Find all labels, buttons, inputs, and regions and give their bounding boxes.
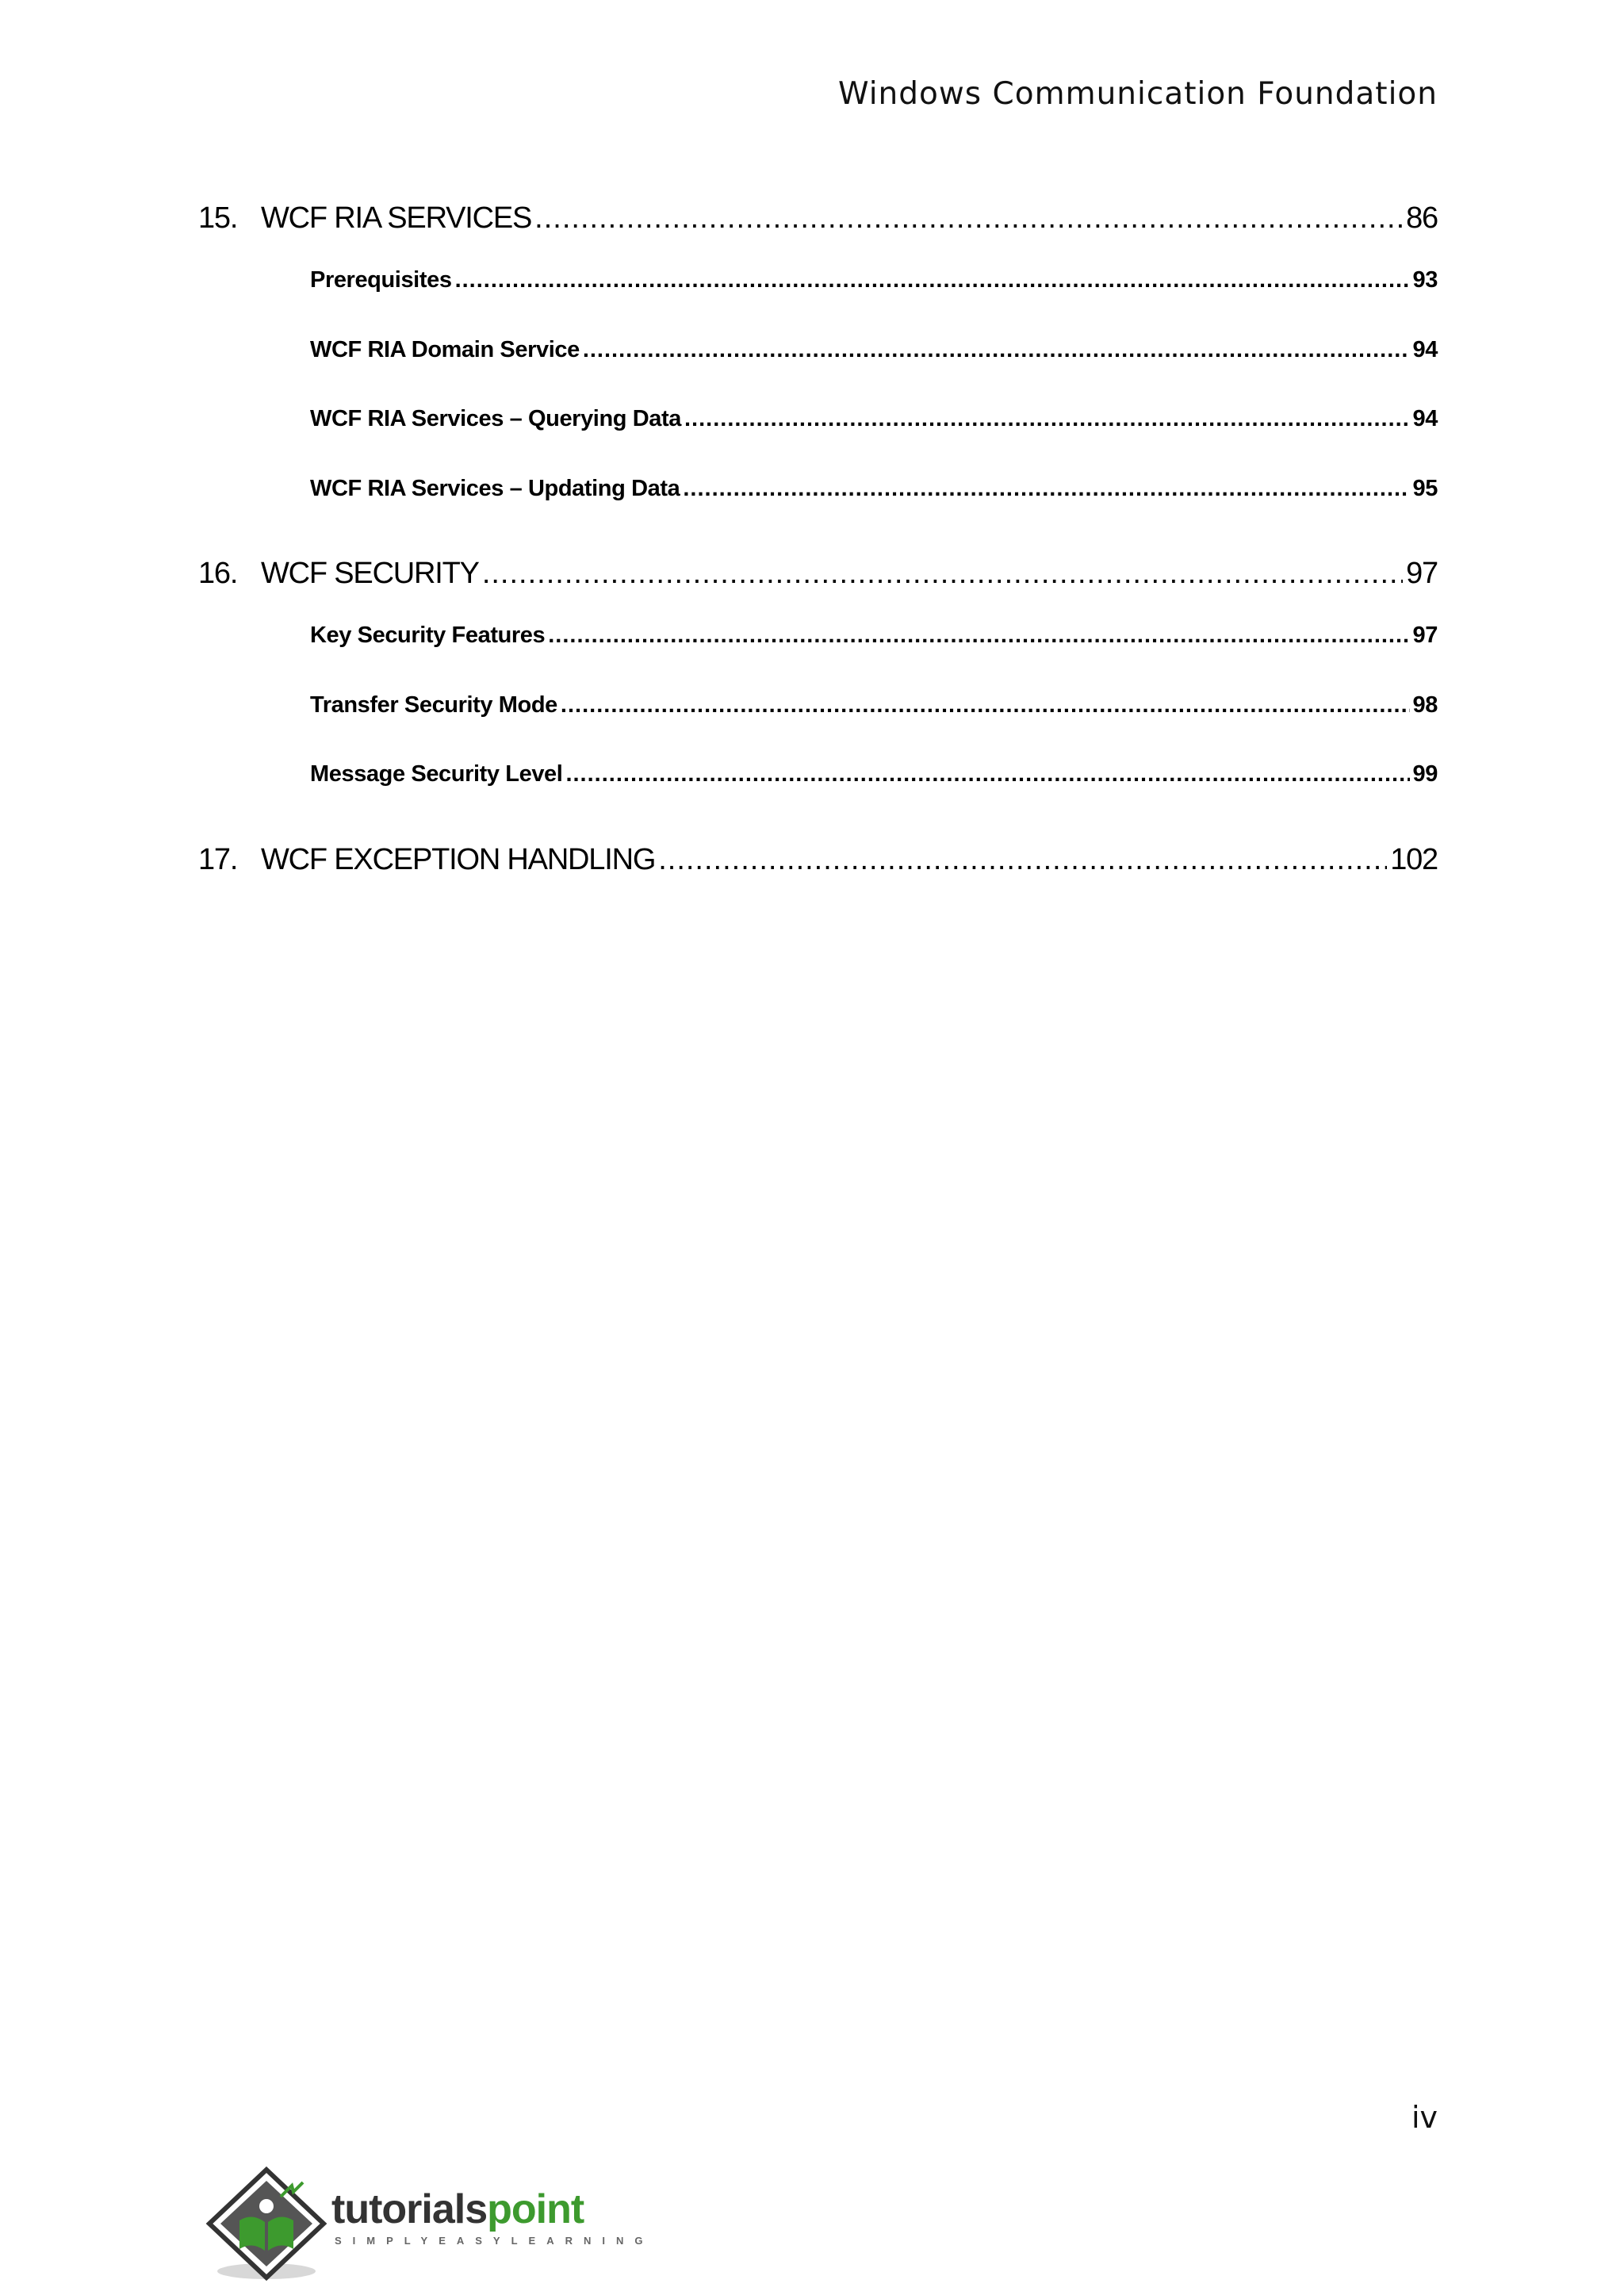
chapter-title: WCF SECURITY [261, 557, 479, 590]
section-page: 97 [1412, 623, 1438, 648]
chapter-number: 17. [198, 842, 238, 876]
dot-leader [482, 546, 1403, 601]
toc-section[interactable] [198, 454, 1438, 524]
section-page: 94 [1412, 336, 1438, 362]
dot-leader [534, 190, 1403, 246]
chapter-number: 16. [198, 557, 238, 590]
dot-leader [683, 454, 1409, 524]
section-title: Transfer Security Mode [310, 692, 557, 718]
dot-leader [548, 601, 1409, 671]
toc-chapter-16[interactable] [198, 546, 1438, 601]
logo-tagline: SIMPLYEASYLEARNING [335, 2235, 654, 2247]
running-header: Windows Communication Foundation [838, 76, 1438, 112]
chapter-page: 102 [1390, 842, 1438, 876]
section-title: WCF RIA Services – Updating Data [310, 475, 680, 501]
dot-leader [583, 316, 1410, 385]
section-title: Prerequisites [310, 267, 452, 293]
logo-wordmark [331, 2186, 584, 2232]
spacer [198, 523, 1438, 546]
section-page: 94 [1412, 406, 1438, 431]
toc-section[interactable] [198, 385, 1438, 454]
section-page: 93 [1412, 267, 1438, 293]
toc-section[interactable] [198, 246, 1438, 316]
dot-leader [684, 385, 1410, 454]
section-title: Message Security Level [310, 761, 563, 787]
dot-leader [565, 740, 1409, 810]
toc-chapter-15[interactable] [198, 190, 1438, 246]
tutorialspoint-logo [205, 2165, 665, 2284]
table-of-contents [198, 190, 1438, 887]
logo-word-part2: point [487, 2186, 584, 2232]
section-page: 99 [1412, 761, 1438, 787]
section-page: 95 [1412, 475, 1438, 501]
section-title: WCF RIA Domain Service [310, 336, 580, 362]
toc-section[interactable] [198, 671, 1438, 741]
logo-word-part1: tutorials [331, 2186, 488, 2232]
chapter-page: 86 [1406, 201, 1438, 235]
toc-section[interactable] [198, 740, 1438, 810]
page-number: iv [1411, 2100, 1438, 2135]
dot-leader [455, 246, 1410, 316]
chapter-number: 15. [198, 201, 238, 235]
dot-leader [561, 671, 1410, 741]
spacer [198, 810, 1438, 832]
chapter-title: WCF RIA SERVICES [261, 201, 532, 235]
dot-leader [658, 832, 1387, 887]
tutorialspoint-book-diamond-icon [205, 2165, 331, 2284]
toc-section[interactable] [198, 316, 1438, 385]
toc-chapter-17[interactable] [198, 832, 1438, 887]
chapter-page: 97 [1406, 557, 1438, 590]
section-title: Key Security Features [310, 623, 546, 648]
toc-section[interactable] [198, 601, 1438, 671]
section-title: WCF RIA Services – Querying Data [310, 406, 681, 431]
section-page: 98 [1412, 692, 1438, 718]
chapter-title: WCF EXCEPTION HANDLING [261, 842, 656, 876]
